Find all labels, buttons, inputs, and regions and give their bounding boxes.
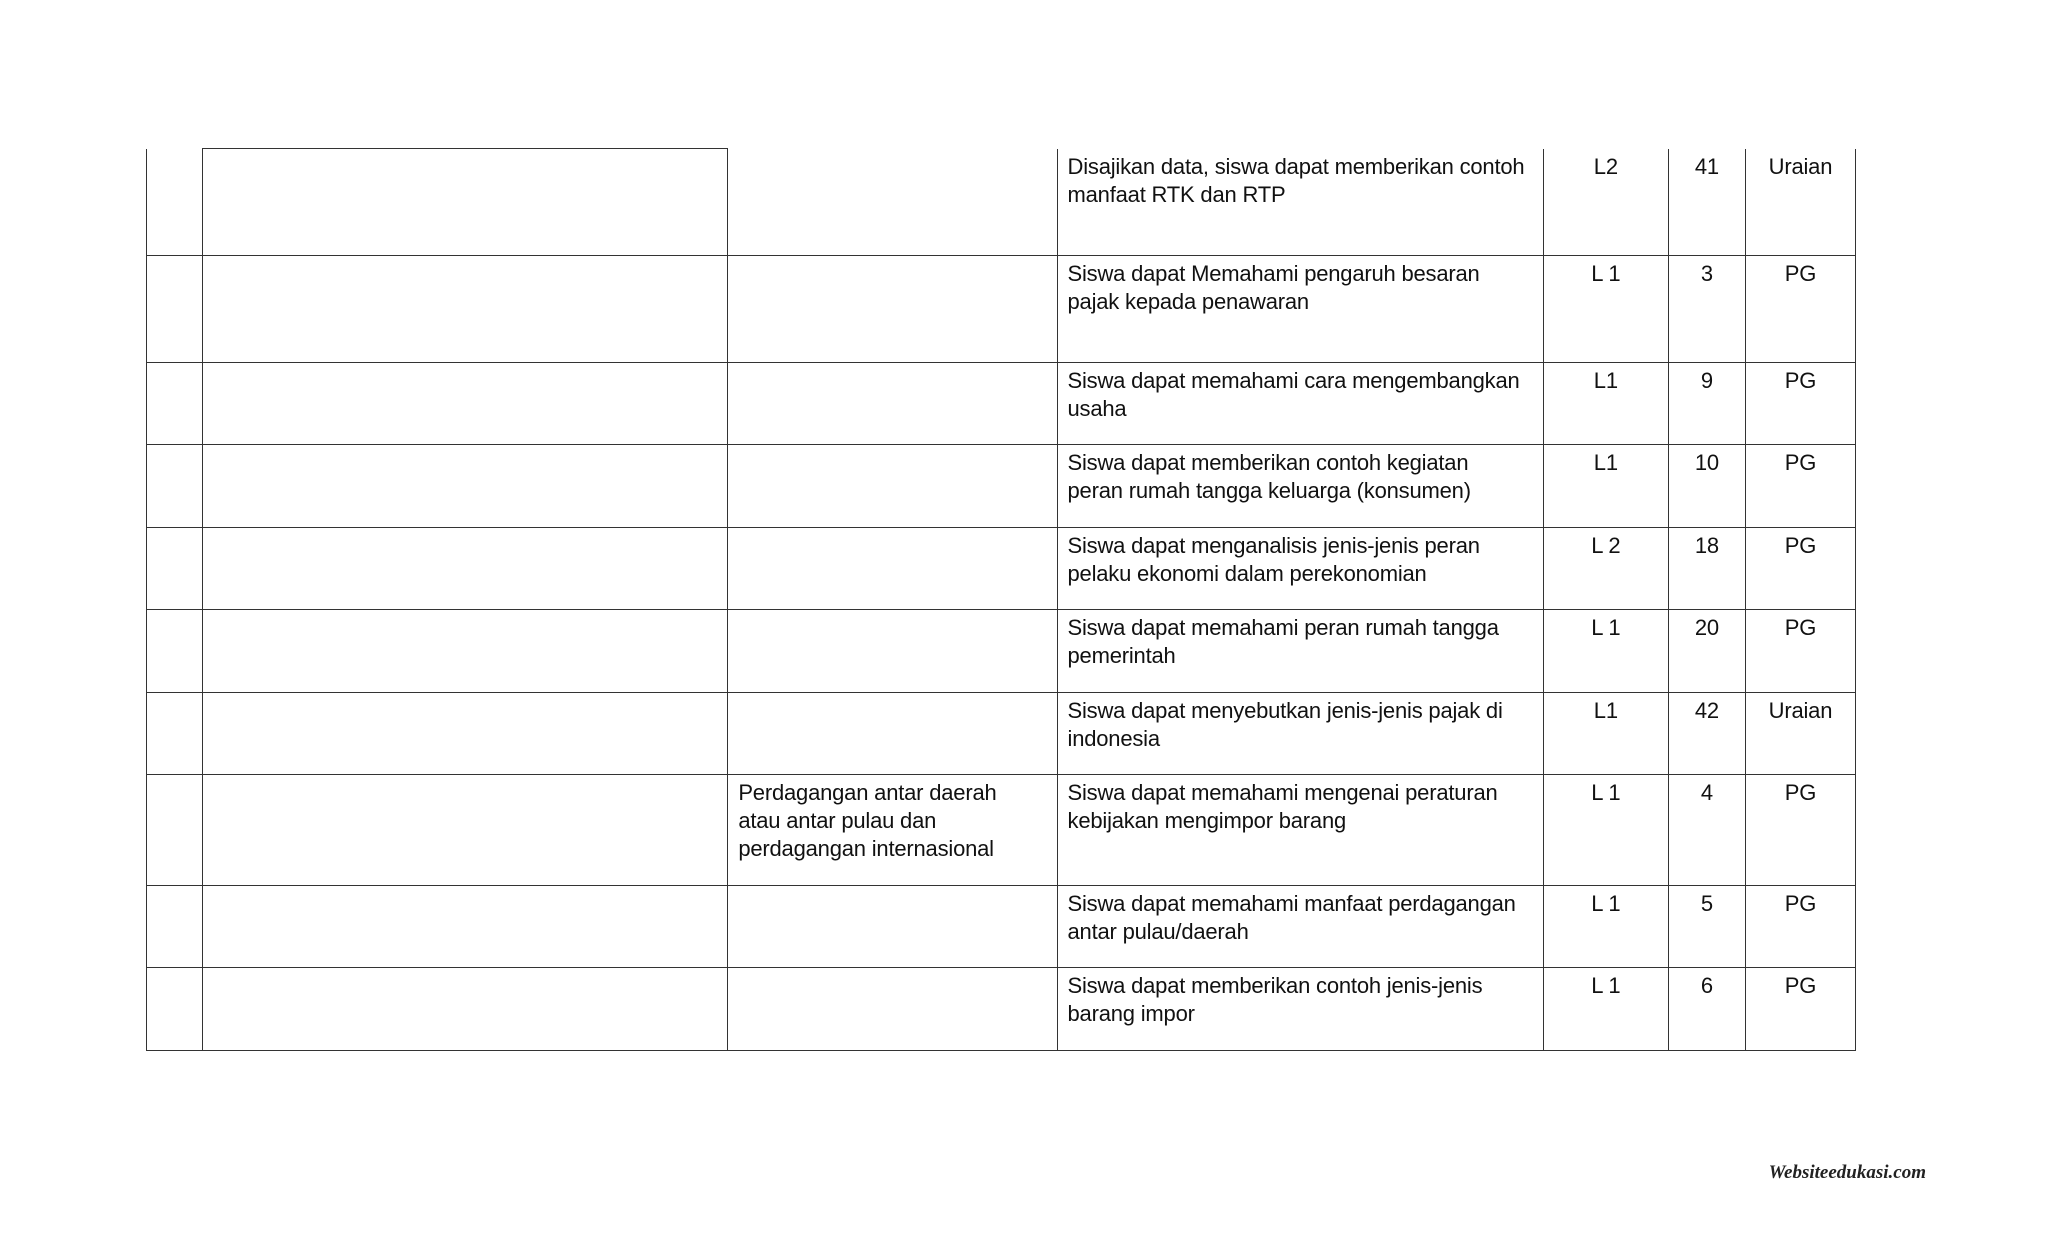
question-form-cell <box>1745 610 1855 693</box>
level-cell-text: L 1 <box>1591 615 1621 640</box>
question-form-cell-text: PG <box>1784 615 1817 640</box>
level-cell <box>1543 610 1668 693</box>
topic-cell <box>728 693 1057 775</box>
indicator-cell-text: Disajikan data, siswa dapat memberikan contoh manfaat RTK dan RTP <box>1067 153 1525 207</box>
table-row <box>147 693 1856 775</box>
row-number-cell <box>147 528 203 610</box>
level-cell <box>1543 363 1668 445</box>
competency-cell <box>203 693 728 775</box>
question-number-cell-text: 6 <box>1700 973 1713 998</box>
question-number-cell <box>1668 886 1745 968</box>
indicator-cell <box>1057 886 1543 968</box>
question-number-cell <box>1668 363 1745 445</box>
question-number-cell <box>1668 445 1745 528</box>
table-row <box>147 363 1856 445</box>
indicator-cell <box>1057 775 1543 886</box>
table-row <box>147 610 1856 693</box>
indicator-cell-text: Siswa dapat menganalisis jenis-jenis peran pelaku ekonomi dalam perekonomian <box>1067 533 1480 586</box>
question-number-cell <box>1668 256 1745 363</box>
topic-cell <box>728 149 1057 256</box>
level-cell <box>1543 528 1668 610</box>
question-number-cell-text: 41 <box>1694 153 1719 179</box>
indicator-cell-text: Siswa dapat menyebutkan jenis-jenis pajak di indonesia <box>1067 698 1503 751</box>
question-number-cell-text: 42 <box>1694 698 1719 723</box>
question-number-cell <box>1668 528 1745 610</box>
competency-cell <box>203 149 728 256</box>
topic-cell <box>728 968 1057 1051</box>
competency-cell <box>203 610 728 693</box>
level-cell-text: L1 <box>1593 450 1618 475</box>
watermark-text: Websiteedukasi.com <box>1768 1162 1926 1183</box>
topic-cell-text: Perdagangan antar daerah atau antar pulau dan perdagangan internasional <box>738 780 997 861</box>
question-form-cell-text: PG <box>1784 891 1817 916</box>
row-number-cell <box>147 886 203 968</box>
indicator-cell <box>1057 693 1543 775</box>
competency-cell <box>203 256 728 363</box>
row-number-cell <box>147 445 203 528</box>
indicator-cell-text: Siswa dapat memberikan contoh jenis-jenis barang impor <box>1067 973 1483 1026</box>
level-cell <box>1543 886 1668 968</box>
question-number-cell-text: 10 <box>1694 450 1719 475</box>
topic-cell <box>728 775 1057 886</box>
question-form-cell <box>1745 775 1855 886</box>
table-row <box>147 968 1856 1051</box>
question-form-cell-text: Uraian <box>1768 698 1833 723</box>
competency-cell <box>203 886 728 968</box>
competency-cell <box>203 528 728 610</box>
grid-body <box>147 149 1856 1051</box>
level-cell-text: L 2 <box>1591 533 1621 558</box>
competency-cell <box>203 968 728 1051</box>
question-form-cell <box>1745 445 1855 528</box>
level-cell <box>1543 445 1668 528</box>
topic-cell <box>728 528 1057 610</box>
question-form-cell-text: PG <box>1784 450 1817 475</box>
level-cell-text: L1 <box>1593 698 1618 723</box>
level-cell-text: L 1 <box>1591 780 1621 805</box>
level-cell-text: L 1 <box>1591 261 1621 286</box>
topic-cell-text <box>728 968 1048 972</box>
level-cell <box>1543 968 1668 1051</box>
level-cell-text: L 1 <box>1591 891 1621 916</box>
row-number-cell <box>147 149 203 256</box>
question-form-cell <box>1745 886 1855 968</box>
question-form-cell-text: PG <box>1784 261 1817 286</box>
question-number-cell <box>1668 149 1745 256</box>
level-cell-text: L1 <box>1593 368 1618 393</box>
question-grid-table <box>146 148 1856 1051</box>
question-number-cell <box>1668 968 1745 1051</box>
row-number-cell <box>147 610 203 693</box>
question-number-cell <box>1668 775 1745 886</box>
indicator-cell-text: Siswa dapat memahami manfaat perdagangan antar pulau/daerah <box>1067 891 1516 944</box>
competency-cell <box>203 363 728 445</box>
table-row <box>147 445 1856 528</box>
indicator-cell-text: Siswa dapat Memahami pengaruh besaran pajak kepada penawaran <box>1067 261 1480 314</box>
topic-cell-text <box>728 445 1048 449</box>
question-form-cell-text: PG <box>1784 368 1817 393</box>
indicator-cell-text: Siswa dapat memberikan contoh kegiatan peran rumah tangga keluarga (konsumen) <box>1067 450 1471 503</box>
indicator-cell <box>1057 445 1543 528</box>
question-form-cell <box>1745 528 1855 610</box>
row-number-cell <box>147 256 203 363</box>
level-cell-text: L 1 <box>1591 973 1621 998</box>
indicator-cell <box>1057 968 1543 1051</box>
competency-cell <box>203 775 728 886</box>
question-form-cell <box>1745 968 1855 1051</box>
indicator-cell <box>1057 363 1543 445</box>
indicator-cell-text: Siswa dapat memahami mengenai peraturan kebijakan mengimpor barang <box>1067 780 1498 833</box>
topic-cell <box>728 363 1057 445</box>
topic-cell-text <box>728 610 1048 614</box>
topic-cell-text <box>728 693 1048 697</box>
question-form-cell <box>1745 256 1855 363</box>
indicator-cell <box>1057 610 1543 693</box>
level-cell <box>1543 256 1668 363</box>
row-number-cell <box>147 363 203 445</box>
row-number-cell <box>147 968 203 1051</box>
question-number-cell-text: 3 <box>1700 261 1713 286</box>
question-form-cell-text: Uraian <box>1768 153 1833 179</box>
indicator-cell-text: Siswa dapat memahami peran rumah tangga pemerintah <box>1067 615 1499 668</box>
topic-cell <box>728 886 1057 968</box>
question-form-cell-text: PG <box>1784 973 1817 998</box>
table-row <box>147 528 1856 610</box>
row-number-cell <box>147 693 203 775</box>
level-cell <box>1543 775 1668 886</box>
question-form-cell-text: PG <box>1784 780 1817 805</box>
question-number-cell <box>1668 693 1745 775</box>
topic-cell <box>728 256 1057 363</box>
indicator-cell-text: Siswa dapat memahami cara mengembangkan usaha <box>1067 368 1520 421</box>
question-number-cell-text: 9 <box>1700 368 1713 393</box>
topic-cell <box>728 610 1057 693</box>
question-number-cell-text: 18 <box>1694 533 1719 558</box>
row-number-cell <box>147 775 203 886</box>
question-form-cell <box>1745 693 1855 775</box>
question-form-cell <box>1745 149 1855 256</box>
topic-cell-text <box>728 528 1048 532</box>
question-number-cell-text: 20 <box>1694 615 1719 640</box>
indicator-cell <box>1057 528 1543 610</box>
question-form-cell <box>1745 363 1855 445</box>
question-number-cell-text: 5 <box>1700 891 1713 916</box>
topic-cell-text <box>728 886 1048 890</box>
indicator-cell <box>1057 149 1543 256</box>
competency-cell <box>203 445 728 528</box>
level-cell <box>1543 693 1668 775</box>
table-row <box>147 149 1856 256</box>
topic-cell-text <box>728 149 1048 153</box>
topic-cell <box>728 445 1057 528</box>
level-cell <box>1543 149 1668 256</box>
question-form-cell-text: PG <box>1784 533 1817 558</box>
indicator-cell <box>1057 256 1543 363</box>
question-number-cell <box>1668 610 1745 693</box>
question-number-cell-text: 4 <box>1700 780 1713 805</box>
level-cell-text: L2 <box>1593 153 1618 179</box>
table-row <box>147 886 1856 968</box>
table-row <box>147 256 1856 363</box>
table-row <box>147 775 1856 886</box>
topic-cell-text <box>728 256 1048 260</box>
topic-cell-text <box>728 363 1048 367</box>
